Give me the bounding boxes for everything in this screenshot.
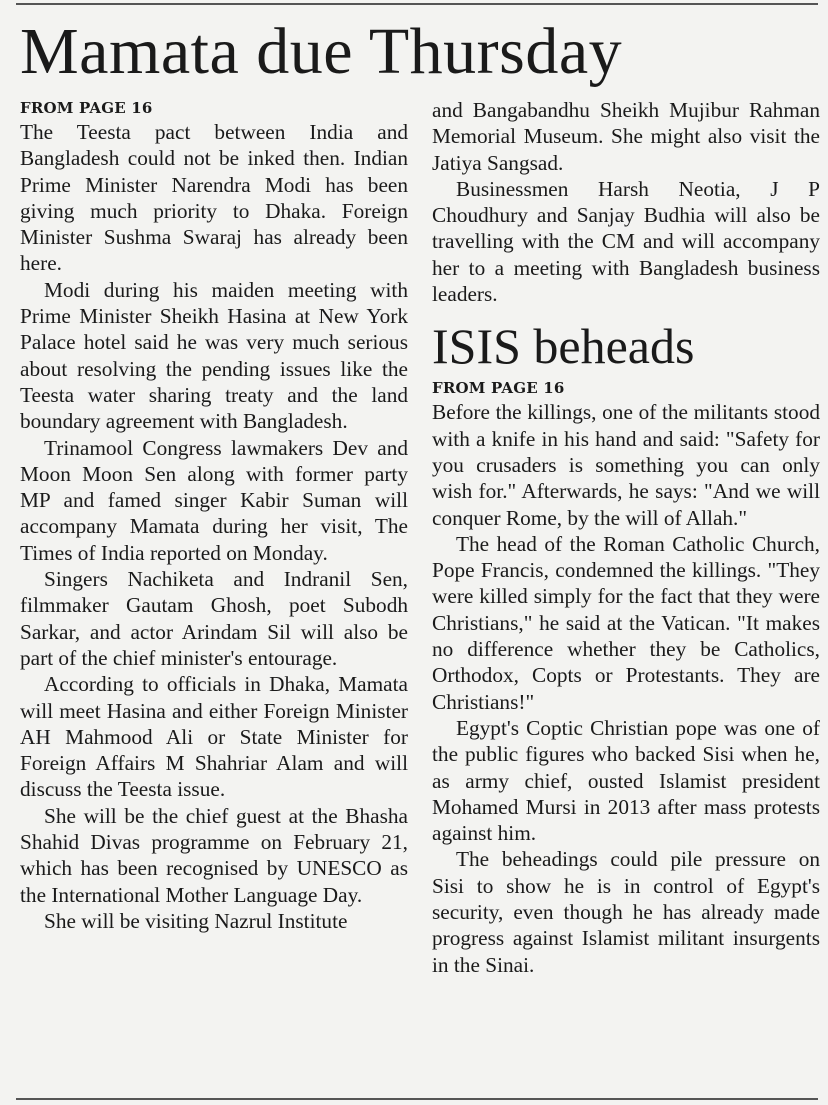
right-column	[432, 97, 820, 978]
main-story-paragraph: Trinamool Congress lawmakers Dev and Moon Moon Sen along with former party MP and famed singer Kabir Suman will accompany Mamata during her visit, The Times of India reported on Monday.	[20, 435, 408, 565]
main-story-paragraph: According to officials in Dhaka, Mamata will meet Hasina and either Foreign Minister AH Mahmood Ali or State Minister for Foreign Affairs M Shahriar Alam and will discuss the Teesta issue.	[20, 672, 408, 802]
second-story-paragraph: The head of the Roman Catholic Church, Pope Francis, condemned the killings. "They were killed simply for the fact that they were Christians," he said at the Vatican. "It makes no difference whether they be Catholics, Orthodox, Copts or Protestants. They are Christians!"	[432, 531, 820, 714]
main-story-kicker: FROM PAGE 16	[20, 99, 153, 117]
main-story-paragraph: Singers Nachiketa and Indranil Sen, filmmaker Gautam Ghosh, poet Subodh Sarkar, and actor Arindam Sil will also be part of the chief minister's entourage.	[20, 567, 408, 670]
top-rule	[16, 3, 818, 5]
second-story-paragraph: Before the killings, one of the militants stood with a knife in his hand and said: "Safety for you crusaders is something you can only wish for." Afterwards, he says: "And we will conquer Rome, by the will of Allah."	[432, 400, 820, 530]
second-headline: ISIS beheads	[432, 318, 695, 375]
main-headline: Mamata due Thursday	[20, 15, 623, 88]
bottom-rule	[16, 1098, 818, 1100]
left-column	[20, 97, 408, 934]
main-story-paragraph: She will be visiting Nazrul Institute	[44, 908, 348, 933]
second-story-kicker: FROM PAGE 16	[432, 379, 565, 398]
main-story-paragraph: Businessmen Harsh Neotia, J P Choudhury and Sanjay Budhia will also be travelling with the CM and will accompany her to a meeting with Bangladesh business leaders.	[432, 176, 820, 307]
second-story-paragraph: The beheadings could pile pressure on Sisi to show he is in control of Egypt's security, even though he has already made progress against Islamist militant insurgents in the Sinai.	[432, 847, 820, 977]
main-story-paragraph: She will be the chief guest at the Bhasha Shahid Divas programme on February 21, which has been recognised by UNESCO as the International Mother Language Day.	[20, 803, 408, 907]
main-story-paragraph: The Teesta pact between India and Bangladesh could not be inked then. Indian Prime Minister Narendra Modi has been giving much priority to Dhaka. Foreign Minister Sushma Swaraj has already been here.	[20, 120, 408, 276]
second-story-paragraph: Egypt's Coptic Christian pope was one of the public figures who backed Sisi when he, as army chief, ousted Islamist president Mohamed Mursi in 2013 after mass protests against him.	[432, 715, 820, 846]
main-story-paragraph: Modi during his maiden meeting with Prime Minister Sheikh Hasina at New York Palace hotel said he was very much serious about resolving the pending issues like the Teesta water sharing treaty and the land boundary agreement with Bangladesh.	[20, 277, 408, 434]
main-story-continued-paragraph: and Bangabandhu Sheikh Mujibur Rahman Memorial Museum. She might also visit the Jatiya Sangsad.	[432, 98, 820, 175]
